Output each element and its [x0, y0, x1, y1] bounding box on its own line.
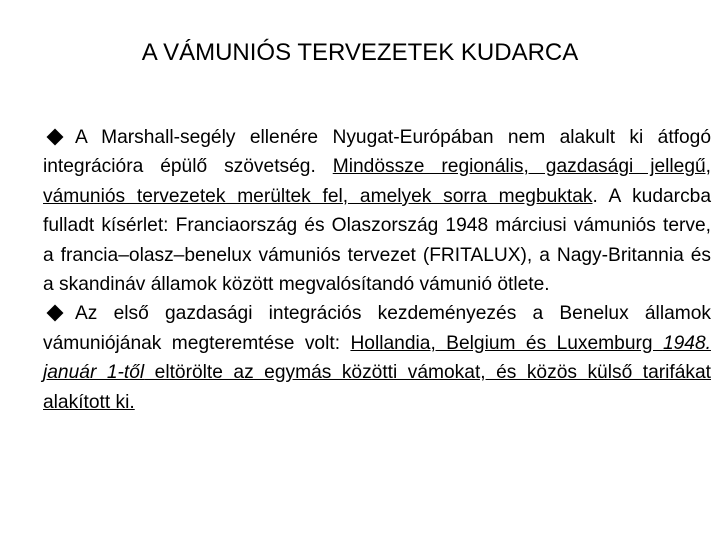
bullet-paragraph: [43, 299, 711, 417]
underlined-text: Hollandia, Belgium és Luxemburg: [350, 332, 663, 354]
paragraph-text: . A kudarcba fulladt kísérlet: Franciaország és Olaszország 1948 márciusi vámuniós terve, a francia–olasz–benelux vámuniós tervezet (FRITALUX), a Nagy-Britannia és a skandináv államok között megvalósítandó vámunió ötlete.: [43, 185, 711, 296]
diamond-bullet-icon: [47, 128, 64, 145]
paragraph-text: Az első gazdasági integrációs kezdeményezés a Benelux államok vámuniójának megteremtése volt:: [43, 303, 711, 354]
paragraph-text: A Marshall-segély ellenére Nyugat-Európában nem alakult ki átfogó integrációra épülő szövetség.: [43, 127, 711, 178]
slide-title: A VÁMUNIÓS TERVEZETEK KUDARCA: [141, 39, 579, 66]
underlined-text: eltörölte az egymás közötti vámokat, és közös külső tarifákat alakított ki.: [43, 362, 711, 413]
underlined-italic-date: 1948. január 1-től: [43, 332, 711, 384]
slide-body: [43, 123, 711, 417]
diamond-bullet-icon: [47, 305, 64, 322]
bullet-paragraph: [43, 123, 711, 299]
underlined-text: Mindössze regionális, gazdasági jellegű, vámuniós tervezetek merültek fel, amelyek sorra megbuktak: [43, 156, 711, 207]
